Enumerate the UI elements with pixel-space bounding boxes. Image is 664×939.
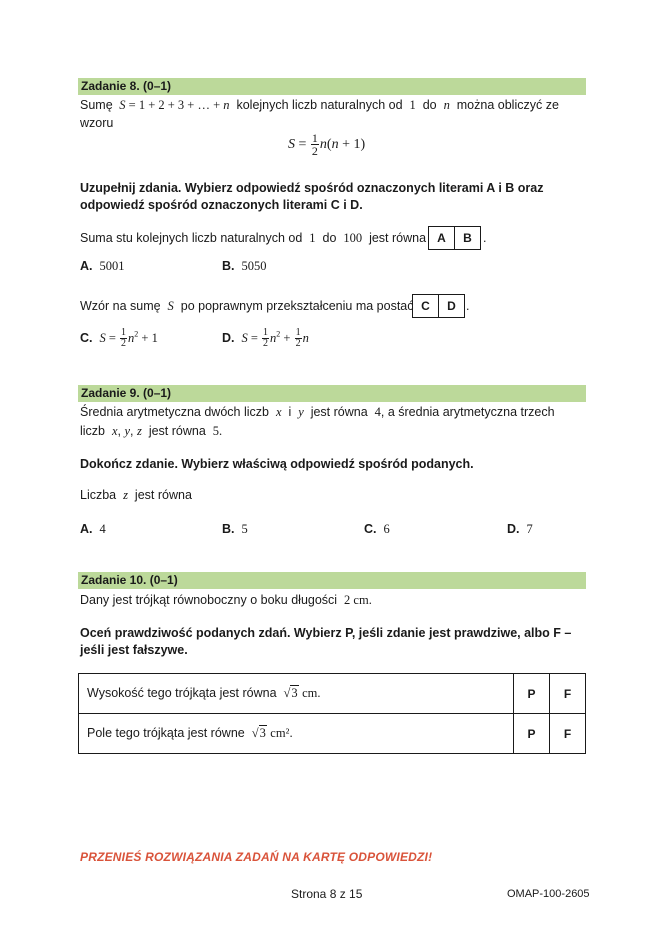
task8-intro-cont: wzoru <box>80 116 114 130</box>
task9-option-b[interactable]: B. 5 <box>222 522 248 536</box>
box-option-b[interactable]: B <box>454 227 480 249</box>
task8-sentence-1: Suma stu kolejnych liczb naturalnych od 1 do 100 jest równa <box>80 231 427 245</box>
box-option-d[interactable]: D <box>438 295 464 317</box>
answer-box-cd[interactable] <box>412 294 465 318</box>
task10-instruction-2: jeśli jest fałszywe. <box>80 643 188 657</box>
task9-header: Zadanie 9. (0–1) <box>78 385 586 402</box>
option-a[interactable]: A. 5001 <box>80 259 125 273</box>
option-d[interactable]: D. S = $\frac{1}{2}$ $n^2$ + $\frac{1}{2}$ n <box>222 327 309 349</box>
table-row <box>79 674 586 714</box>
option-c[interactable]: C. S = $\frac{1}{2}$ $n^2 + 1$ <box>80 327 158 349</box>
task9-option-d[interactable]: D. 7 <box>507 522 533 536</box>
task9-line-1: Średnia arytmetyczna dwóch liczb x i y jest równa 4, a średnia arytmetyczna trzech <box>80 405 555 419</box>
statement-1-false[interactable]: F <box>550 674 586 714</box>
exam-code: OMAP-100-2605 <box>507 888 590 900</box>
box-option-a[interactable]: A <box>437 231 446 245</box>
statement-1: Wysokość tego trójkąta jest równa √3 cm. <box>79 674 514 714</box>
task8-sentence-2: Wzór na sumę S po poprawnym przekształceniu ma postać <box>80 299 414 313</box>
statement-1-true[interactable]: P <box>514 674 550 714</box>
statement-2-false[interactable]: F <box>550 714 586 754</box>
box-option-c[interactable]: C <box>421 299 430 313</box>
statement-2: Pole tego trójkąta jest równe √3 cm². <box>79 714 514 754</box>
option-b[interactable]: B. 5050 <box>222 259 267 273</box>
task9-line-2: liczb x, y, z jest równa 5. <box>80 424 223 438</box>
task8-intro: Sumę S = 1 + 2 + 3 + … + n kolejnych liczb naturalnych od 1 do n można obliczyć ze <box>80 98 559 112</box>
task9-stem: Liczba z jest równa <box>80 488 192 502</box>
task9-instruction: Dokończ zdanie. Wybierz właściwą odpowiedź spośród podanych. <box>80 457 474 471</box>
page-number: Strona 8 z 15 <box>291 887 363 901</box>
task8-header: Zadanie 8. (0–1) <box>78 78 586 95</box>
task9-option-c[interactable]: C. 6 <box>364 522 390 536</box>
sum-formula: S = $\frac{1}{2}$ n(n + 1) <box>288 131 366 158</box>
task10-instruction-1: Oceń prawdziwość podanych zdań. Wybierz P, jeśli zdanie jest prawdziwe, albo F – <box>80 626 572 640</box>
transfer-answers-note: PRZENIEŚ ROZWIĄZANIA ZADAŃ NA KARTĘ ODPOWIEDZI! <box>80 850 433 864</box>
true-false-table <box>78 673 586 754</box>
task10-header: Zadanie 10. (0–1) <box>78 572 586 589</box>
table-row <box>79 714 586 754</box>
answer-box-ab[interactable] <box>428 226 481 250</box>
task10-intro: Dany jest trójkąt równoboczny o boku długości 2 cm. <box>80 593 372 607</box>
task9-option-a[interactable]: A. 4 <box>80 522 106 536</box>
task8-instruction-2: odpowiedź spośród oznaczonych literami C i D. <box>80 198 363 212</box>
task8-instruction-1: Uzupełnij zdania. Wybierz odpowiedź spośród oznaczonych literami A i B oraz <box>80 181 544 195</box>
statement-2-true[interactable]: P <box>514 714 550 754</box>
